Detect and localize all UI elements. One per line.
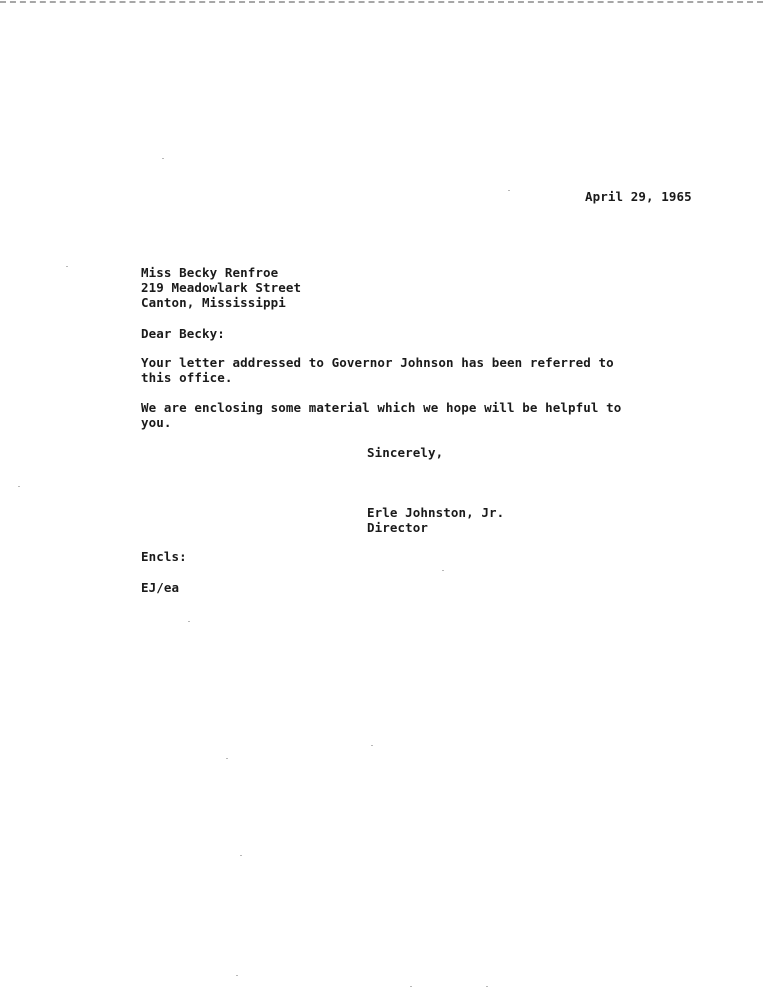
page-edge-perforation [0, 1, 763, 9]
enclosures-notation: Encls: [141, 549, 187, 564]
paper-speck [508, 190, 510, 191]
reference-initials: EJ/ea [141, 580, 180, 595]
body-paragraph-2-line-1: We are enclosing some material which we hope will be helpful to [141, 400, 622, 415]
body-paragraph-1-line-2: this office. [141, 370, 233, 385]
recipient-street: 219 Meadowlark Street [141, 280, 302, 295]
paper-speck [240, 855, 242, 856]
paper-speck [486, 986, 488, 987]
paper-speck [442, 570, 444, 571]
paper-speck [371, 745, 373, 746]
body-paragraph-2-line-2: you. [141, 415, 172, 430]
closing: Sincerely, [367, 445, 444, 460]
paper-speck [188, 621, 190, 622]
salutation: Dear Becky: [141, 326, 225, 341]
paper-speck [226, 758, 228, 759]
recipient-city: Canton, Mississippi [141, 295, 286, 310]
paper-speck [66, 266, 68, 267]
body-paragraph-1-line-1: Your letter addressed to Governor Johnson has been referred to [141, 355, 614, 370]
letter-date: April 29, 1965 [585, 189, 692, 204]
signer-title: Director [367, 520, 429, 535]
paper-speck [410, 986, 412, 987]
signer-name: Erle Johnston, Jr. [367, 505, 505, 520]
recipient-name: Miss Becky Renfroe [141, 265, 279, 280]
paper-speck [18, 486, 20, 487]
paper-speck [162, 158, 164, 159]
paper-speck [236, 975, 238, 976]
